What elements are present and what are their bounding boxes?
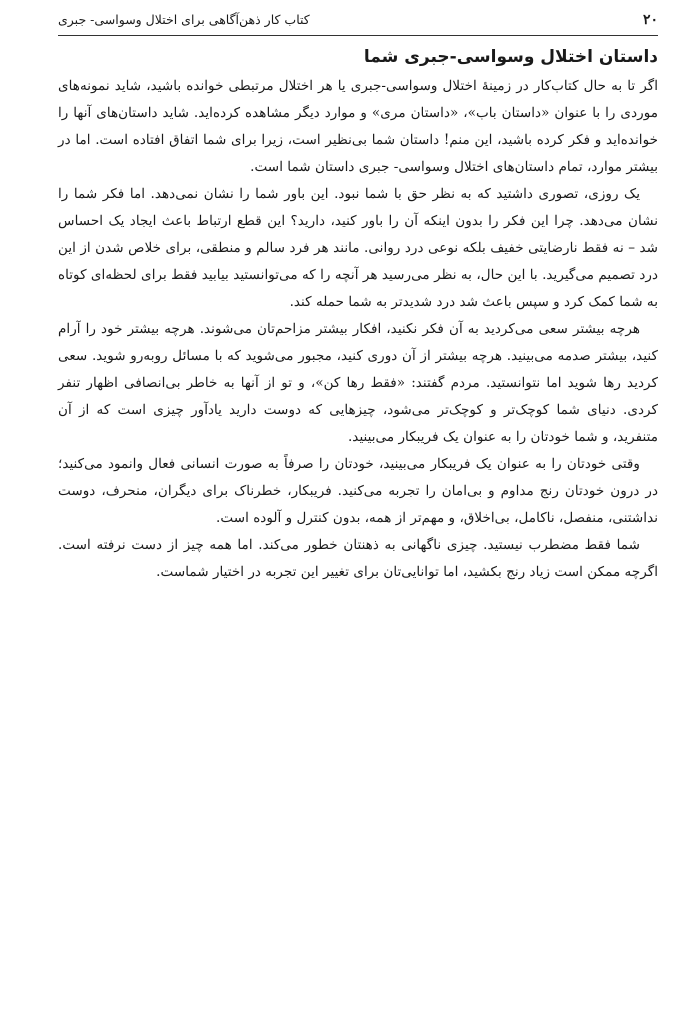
- paragraph-2: یک روزی، تصوری داشتید که به نظر حق با شما نبود. این باور شما را نشان نمی‌دهد. اما فکر شما را نشان می‌دهد. چرا این فکر را بدون اینکه آن را باور کنید، دارید؟ این قطع ارتباط باعث ایجاد یک احساس شد – نه فقط نارضایتی خفیف بلکه نوعی درد روانی. مانند هر فرد سالم و منطقی، برای خلاص شدن از این درد تصمیم می‌گیرید. با این حال، به نظر می‌رسید هر آنچه را که می‌توانستید بیابید فقط برای لحظه‌ای کوتاه به شما کمک کرد و سپس باعث شد درد شدیدتر به شما حمله کند.: [58, 186, 658, 310]
- book-title: کتاب کار ذهن‌آگاهی برای اختلال وسواسی- جبری: [58, 12, 310, 27]
- book-page: [58, 8, 658, 586]
- page-number: ۲۰: [642, 12, 658, 28]
- section-title: داستان اختلال وسواسی-جبری شما: [363, 47, 658, 67]
- running-header: [58, 8, 658, 36]
- paragraph-3: هرچه بیشتر سعی می‌کردید به آن فکر نکنید، افکار بیشتر مزاحم‌تان می‌شوند. هرچه بیشتر خود را آرام کنید، بیشتر صدمه می‌بینید. هرچه بیشتر از آن دوری کنید، مجبور می‌شوید که با مسائل روبه‌رو شوید. سعی کردید رها شوید اما نتوانستید. مردم گفتند: «فقط رها کن»، و تو از آنها به خاطر بی‌انصافی اظهار تنفر کردی. دنیای شما کوچک‌تر و کوچک‌تر می‌شود، چیزهایی که دوست دارید یادآور چیزی است که از آن متنفرید، و شما خودتان را به عنوان یک فریبکار می‌بینید.: [58, 321, 658, 445]
- paragraph-1: اگر تا به حال کتاب‌کار در زمینهٔ اختلال وسواسی-جبری یا هر اختلال مرتبطی خوانده باشید، شاید نمونه‌های موردی را با عنوان «داستان باب»، «داستان مری» و موارد دیگر مشاهده کرده‌اید. شاید داستان‌های آنها را خوانده‌اید و فکر کرده باشید، این منم! داستان شما بی‌نظیر است، زیرا برای شما اتفاق افتاده است. اما در بیشتر موارد، تمام داستان‌های اختلال وسواسی- جبری داستان شما است.: [58, 78, 658, 175]
- paragraph-5: شما فقط مضطرب نیستید. چیزی ناگهانی به ذهنتان خطور می‌کند. اما همه چیز از دست نرفته است. اگرچه ممکن است زیاد رنج بکشید، اما توانایی‌تان برای تغییر این تجربه در اختیار شماست.: [58, 537, 658, 580]
- paragraph-4: وقتی خودتان را به عنوان یک فریبکار می‌بینید، خودتان را صرفاً به صورت انسانی فعال وانمود می‌کنید؛ در درون خودتان رنج مداوم و بی‌امان را تجربه می‌کنید. فریبکار، خطرناک برای دیگران، منحرف، دوست نداشتنی، منفصل، ناکامل، بی‌اخلاق، و مهم‌تر از همه، بدون کنترل و آلوده است.: [58, 456, 658, 526]
